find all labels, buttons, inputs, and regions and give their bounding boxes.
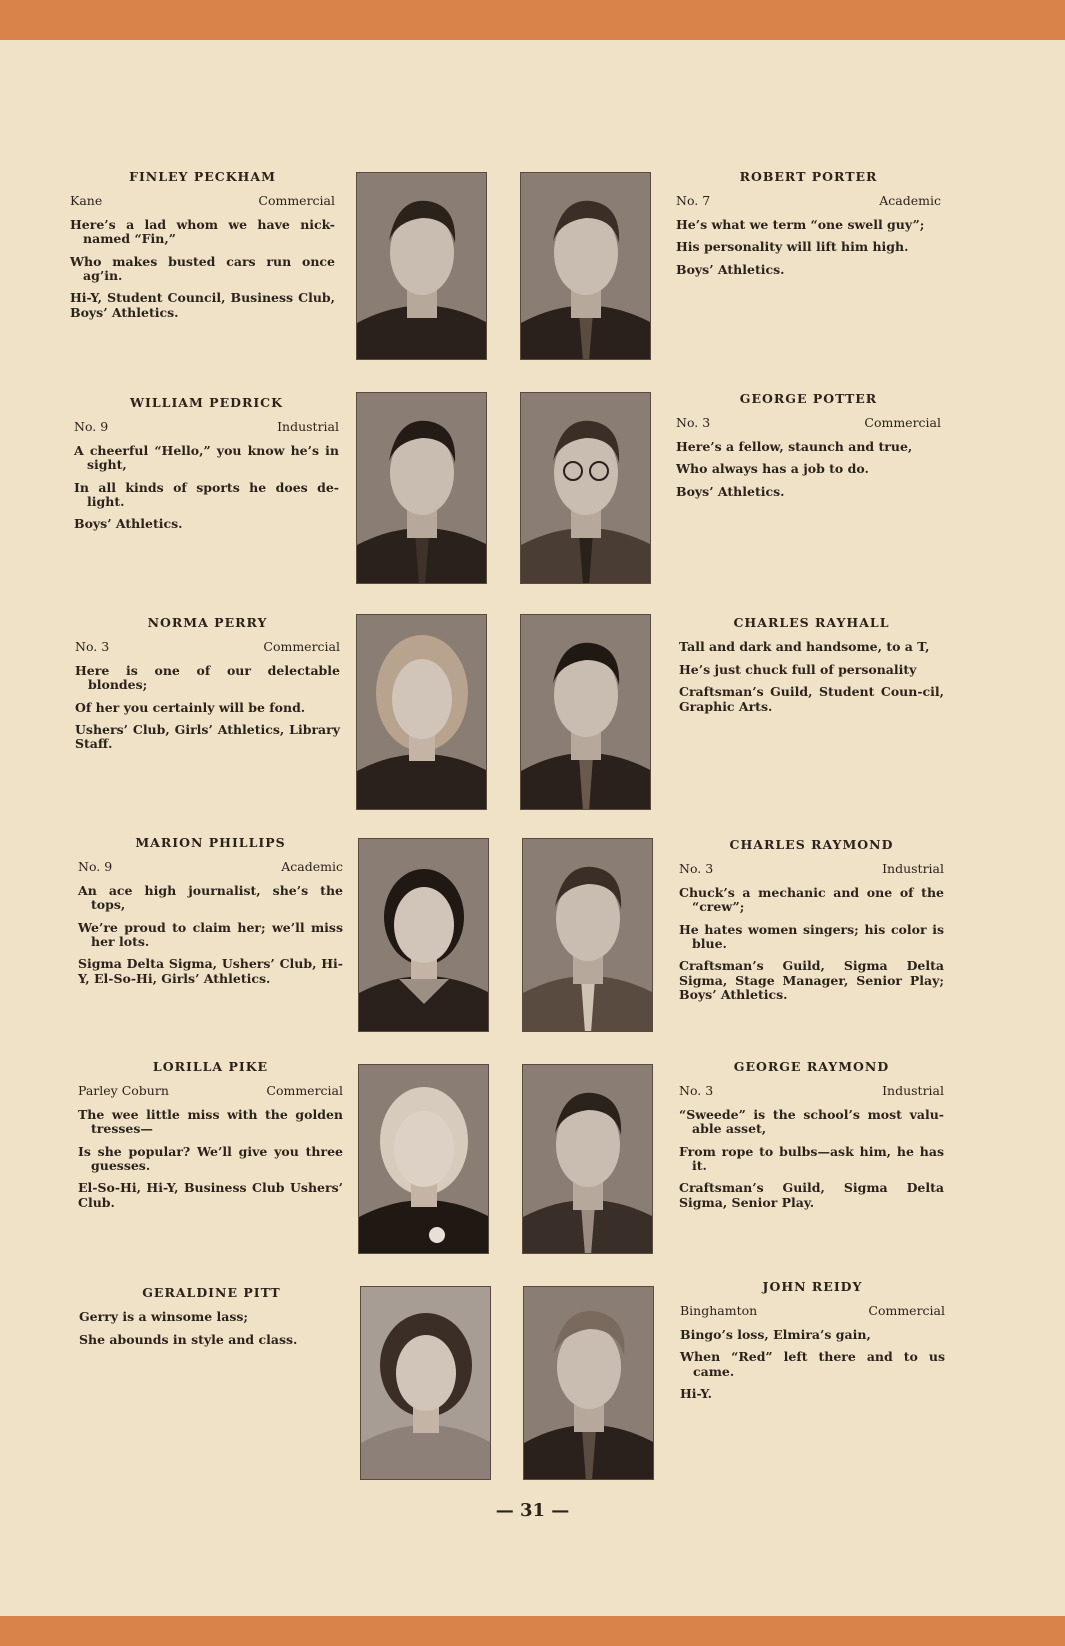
portrait-photo-finley-peckham [356, 172, 487, 360]
student-meta [679, 1084, 944, 1098]
verse-line: Bingo’s loss, Elmira’s gain, [680, 1326, 871, 1342]
verse-line: Who makes busted cars run once ag’in. [70, 253, 335, 283]
verse-line: He’s what we term “one swell guy”; [676, 216, 925, 232]
student-activities: Boys’ Athletics. [676, 483, 785, 499]
verse-line: An ace high journalist, she’s the tops, [78, 882, 343, 913]
portrait-image [523, 1065, 653, 1254]
student-name: CHARLES RAYHALL [733, 615, 890, 630]
student-from: Kane [70, 193, 103, 209]
student-from: No. 9 [74, 419, 109, 435]
student-entry-geraldine-pitt [79, 1286, 344, 1355]
student-from: No. 7 [676, 193, 711, 209]
verse-line: A cheerful “Hello,” you know he’s in sight, [74, 442, 339, 473]
student-name: ROBERT PORTER [739, 169, 878, 184]
verse-line: Of her you certainly will be fond. [75, 699, 306, 715]
student-course: Commercial [868, 1303, 945, 1319]
student-name: GEORGE RAYMOND [733, 1059, 890, 1074]
verse-line: “Sweede” is the school’s most valu-able asset, [679, 1106, 944, 1137]
student-entry-charles-raymond [679, 838, 944, 1002]
student-name: NORMA PERRY [147, 615, 268, 630]
student-from: No. 3 [679, 861, 714, 877]
student-entry-lorilla-pike [78, 1060, 343, 1210]
verse-line: Gerry is a winsome lass; [79, 1309, 249, 1325]
portrait-image [523, 839, 653, 1032]
student-course: Academic [281, 859, 343, 875]
portrait-photo-charles-rayhall [520, 614, 651, 810]
verse-line: His personality will lift him high. [676, 239, 909, 255]
student-meta [78, 1084, 343, 1098]
portrait-photo-george-potter [520, 392, 651, 584]
student-activities: Sigma Delta Sigma, Ushers’ Club, Hi-Y, El-So-Hi, Girls’ Athletics. [78, 956, 343, 986]
student-activities: Hi-Y. [680, 1385, 713, 1401]
student-from: No. 3 [676, 415, 711, 431]
student-name: MARION PHILLIPS [135, 835, 286, 850]
student-from: No. 3 [75, 639, 110, 655]
student-name: JOHN REIDY [762, 1279, 863, 1294]
student-activities: Craftsman’s Guild, Sigma Delta Sigma, Senior Play. [679, 1180, 944, 1210]
top-orange-band [0, 0, 1065, 40]
student-entry-marion-phillips [78, 836, 343, 986]
verse-line: Who always has a job to do. [676, 461, 869, 477]
student-entry-william-pedrick [74, 396, 339, 532]
portrait-image [524, 1287, 654, 1480]
verse-line: Chuck’s a mechanic and one of the “crew”; [679, 884, 944, 915]
student-from: Parley Coburn [78, 1083, 169, 1099]
verse-line: He hates women singers; his color is blue. [679, 921, 944, 951]
verse-line: In all kinds of sports he does de-light. [74, 479, 339, 509]
student-meta [78, 860, 343, 874]
bottom-orange-band [0, 1616, 1065, 1646]
portrait-photo-lorilla-pike [358, 1064, 489, 1254]
student-from: No. 9 [78, 859, 113, 875]
portrait-photo-marion-phillips [358, 838, 489, 1032]
student-meta [75, 640, 340, 654]
verse-line: We’re proud to claim her; we’ll miss her lots. [78, 919, 343, 949]
verse-line: Here’s a lad whom we have nick-named “Fin,” [70, 216, 335, 247]
portrait-image [357, 615, 487, 810]
student-name: FINLEY PECKHAM [129, 169, 276, 184]
student-course: Commercial [258, 193, 335, 209]
student-name: GERALDINE PITT [142, 1285, 281, 1300]
portrait-photo-geraldine-pitt [360, 1286, 491, 1480]
verse-line: From rope to bulbs—ask him, he has it. [679, 1143, 944, 1173]
portrait-photo-george-raymond [522, 1064, 653, 1254]
portrait-photo-norma-perry [356, 614, 487, 810]
portrait-image [521, 393, 651, 584]
student-activities: Boys’ Athletics. [74, 516, 183, 532]
student-course: Academic [879, 193, 941, 209]
student-course: Industrial [277, 419, 339, 435]
student-name: CHARLES RAYMOND [729, 837, 894, 852]
page-number: — 31 — [495, 1500, 570, 1521]
student-entry-george-raymond [679, 1060, 944, 1210]
student-activities: Craftsman’s Guild, Student Coun-cil, Graphic Arts. [679, 684, 944, 714]
student-entry-charles-rayhall [679, 616, 944, 714]
student-entry-norma-perry [75, 616, 340, 752]
student-meta [676, 416, 941, 430]
portrait-photo-charles-raymond [522, 838, 653, 1032]
verse-line: When “Red” left there and to us came. [680, 1349, 945, 1379]
portrait-image [357, 393, 487, 584]
portrait-image [361, 1287, 491, 1480]
student-name: LORILLA PIKE [152, 1059, 269, 1074]
verse-line: He’s just chuck full of personality [679, 661, 917, 677]
student-meta [679, 862, 944, 876]
portrait-image [521, 173, 651, 360]
verse-line: The wee little miss with the golden tresses— [78, 1106, 343, 1137]
portrait-photo-william-pedrick [356, 392, 487, 584]
student-course: Industrial [882, 861, 944, 877]
verse-line: Is she popular? We’ll give you three guesses. [78, 1143, 343, 1173]
student-meta [676, 194, 941, 208]
portrait-image [359, 839, 489, 1032]
student-activities: El-So-Hi, Hi-Y, Business Club Ushers’ Club. [78, 1180, 343, 1210]
portrait-photo-john-reidy [523, 1286, 654, 1480]
verse-line: She abounds in style and class. [79, 1331, 298, 1347]
student-course: Commercial [864, 415, 941, 431]
verse-line: Here’s a fellow, staunch and true, [676, 438, 913, 454]
student-from: Binghamton [680, 1303, 758, 1319]
student-entry-robert-porter [676, 170, 941, 277]
verse-line: Tall and dark and handsome, to a T, [679, 639, 930, 655]
student-meta [70, 194, 335, 208]
student-activities: Ushers’ Club, Girls’ Athletics, Library Staff. [75, 721, 340, 752]
student-meta [74, 420, 339, 434]
portrait-image [357, 173, 487, 360]
student-meta [680, 1304, 945, 1318]
portrait-photo-robert-porter [520, 172, 651, 360]
student-activities: Hi-Y, Student Council, Business Club, Boys’ Athletics. [70, 290, 335, 320]
student-name: GEORGE POTTER [739, 391, 878, 406]
student-entry-john-reidy [680, 1280, 945, 1401]
student-activities: Boys’ Athletics. [676, 261, 785, 277]
student-from: No. 3 [679, 1083, 714, 1099]
verse-line: Here is one of our delectable blondes; [75, 662, 340, 693]
student-course: Commercial [266, 1083, 343, 1099]
student-entry-finley-peckham [70, 170, 335, 320]
student-course: Industrial [882, 1083, 944, 1099]
student-name: WILLIAM PEDRICK [129, 395, 283, 410]
portrait-image [359, 1065, 489, 1254]
student-course: Commercial [263, 639, 340, 655]
student-activities: Craftsman’s Guild, Sigma Delta Sigma, Stage Manager, Senior Play; Boys’ Athletics. [679, 958, 944, 1002]
student-entry-george-potter [676, 392, 941, 499]
portrait-image [521, 615, 651, 810]
